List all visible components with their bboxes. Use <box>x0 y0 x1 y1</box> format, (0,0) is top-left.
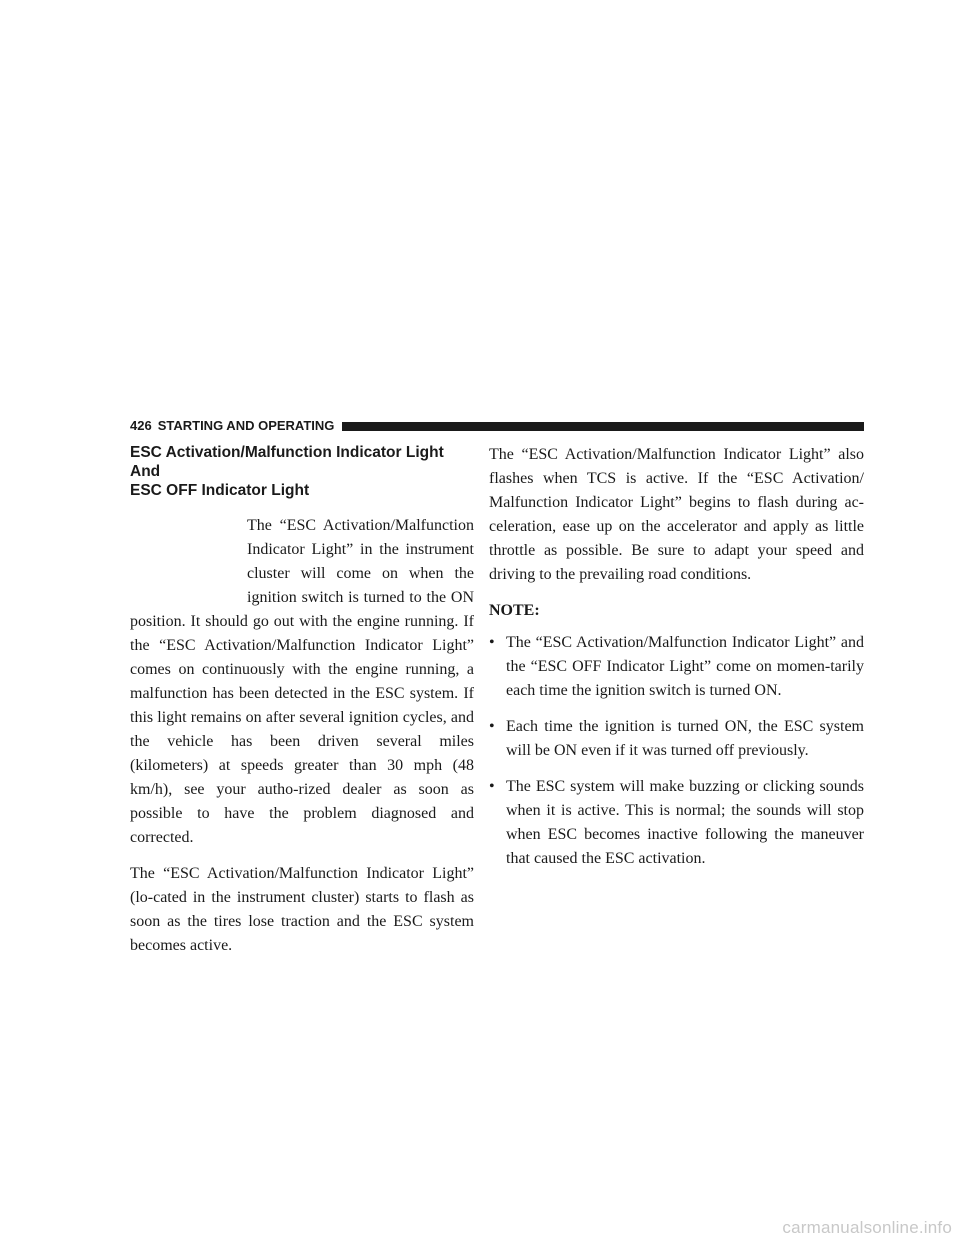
page-header <box>130 418 864 434</box>
indicator-icon-area <box>130 514 247 610</box>
note-bullet-2 <box>489 715 864 763</box>
bullet-text: The “ESC Activation/Malfunction Indicator Light” and the “ESC OFF Indicator Light” come on momen-tarily each time the ignition switch is turned ON. <box>506 634 864 699</box>
site-watermark: carmanualsonline.info <box>782 1218 952 1237</box>
bullet-icon: • <box>489 634 495 651</box>
right-paragraph-1: The “ESC Activation/Malfunction Indicator Light” also flashes when TCS is active. If the “ESC Activation/ Malfunction Indicator Light” begins to flash during ac-celeration, ease up on the accelerator and apply as little throttle as possible. Be sure to adapt your speed and driving to the prevailing road conditions. <box>489 446 864 583</box>
left-paragraph-2: The “ESC Activation/Malfunction Indicator Light” (lo-cated in the instrument cluster) starts to flash as soon as the tires lose traction and the ESC system becomes active. <box>130 865 474 954</box>
note-bullet-3 <box>489 775 864 871</box>
section-title: STARTING AND OPERATING <box>157 418 335 433</box>
section-heading <box>130 443 474 500</box>
heading-line-1: ESC Activation/Malfunction Indicator Light And <box>130 444 444 480</box>
right-column <box>489 443 864 883</box>
left-paragraph-1: The “ESC Activation/Malfunction Indicator Light” in the instrument cluster will come on when the ignition switch is turned to the ON position. It should go out with the engine running. If the “ESC Activation/Malfunction Indicator Light” comes on continuously with the engine running, a malfunction has been detected in the ESC system. If this light remains on after several ignition cycles, and the vehicle has been driven several miles (kilometers) at speeds greater than 30 mph (48 km/h), see your autho-rized dealer as soon as possible to have the problem diagnosed and corrected. <box>130 517 474 846</box>
header-rule <box>342 422 864 431</box>
bullet-icon: • <box>489 778 495 795</box>
bullet-text: The ESC system will make buzzing or clicking sounds when it is active. This is normal; the sounds will stop when ESC becomes inactive following the maneuver that caused the ESC activation. <box>506 778 864 867</box>
note-label: NOTE: <box>489 602 540 619</box>
page-number: 426 <box>130 418 152 433</box>
left-column <box>130 443 474 970</box>
bullet-text: Each time the ignition is turned ON, the ESC system will be ON even if it was turned off previously. <box>506 718 864 759</box>
bullet-icon: • <box>489 718 495 735</box>
heading-line-2: ESC OFF Indicator Light <box>130 482 310 499</box>
note-bullet-1 <box>489 631 864 703</box>
